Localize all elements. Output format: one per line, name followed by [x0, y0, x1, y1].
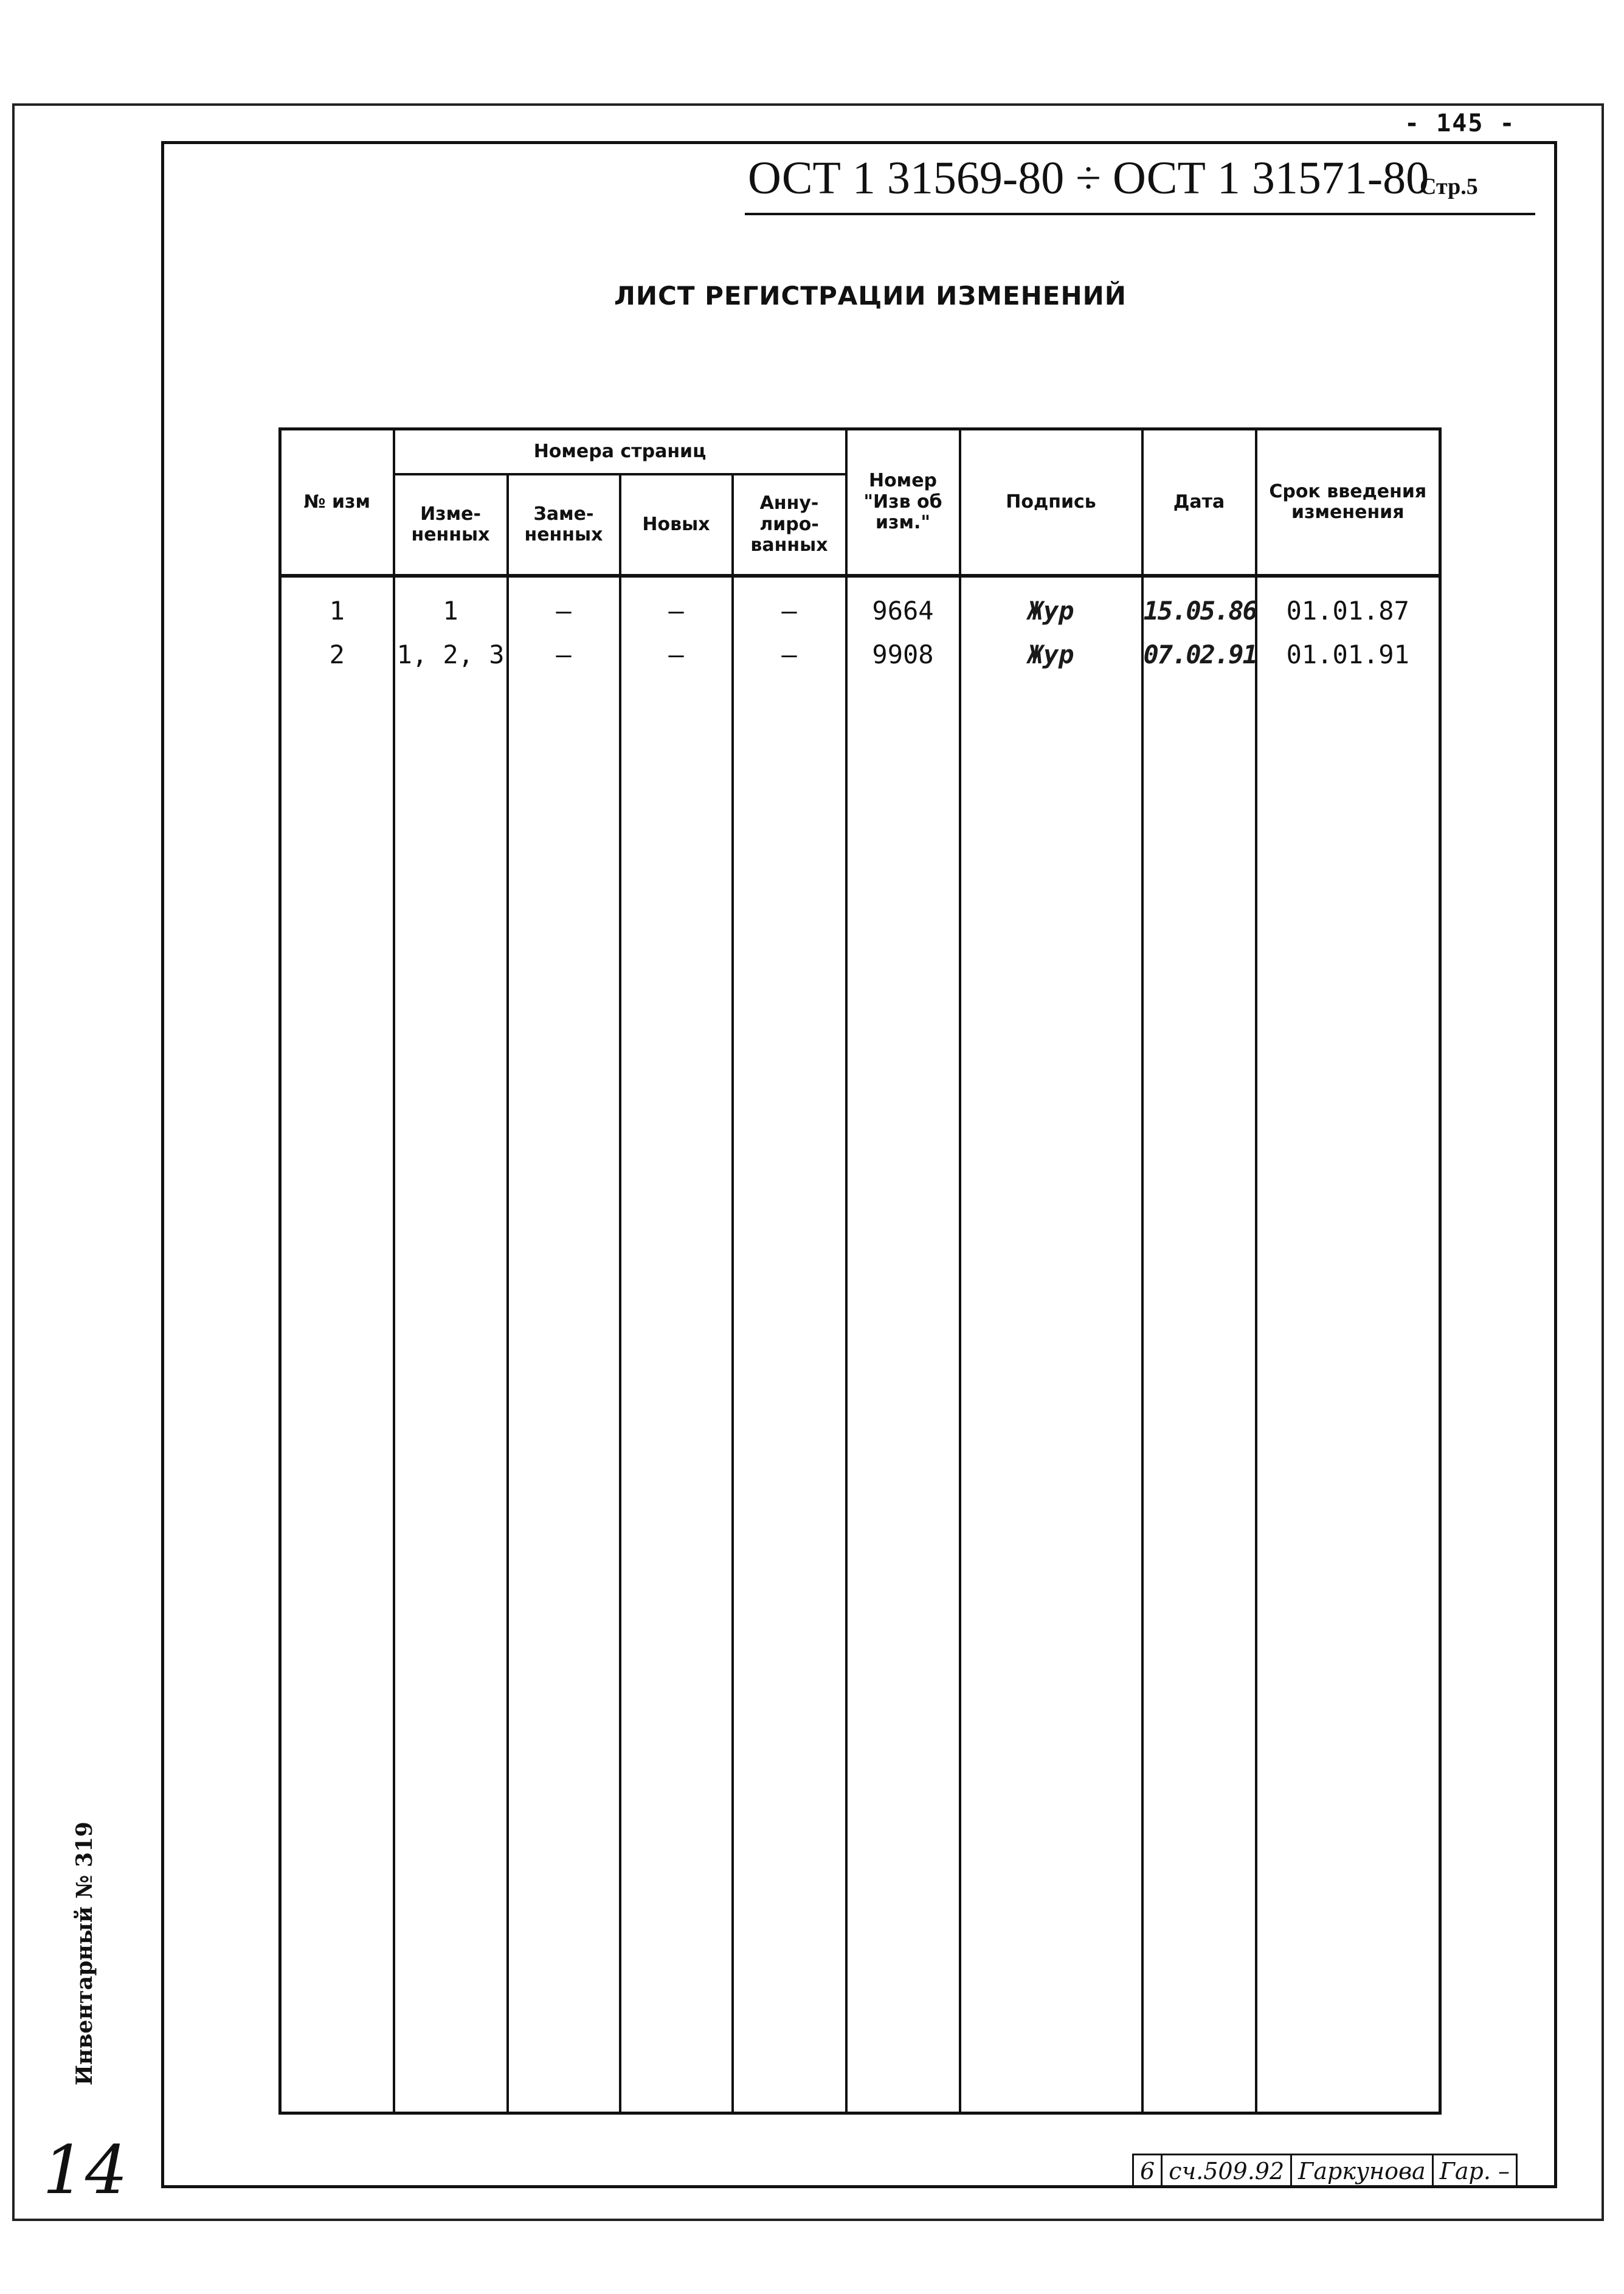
cell-replaced: – — [508, 576, 620, 640]
col-header-new: Новых — [620, 474, 733, 576]
cell-change-no: 1 — [280, 576, 394, 640]
header-underline — [745, 213, 1535, 215]
cell-notice-no: 9664 — [846, 576, 960, 640]
cell-new: – — [620, 576, 733, 640]
stamp-field: Гаркунова — [1292, 2155, 1434, 2187]
change-registration-table — [278, 427, 1442, 2115]
document-title: ЛИСТ РЕГИСТРАЦИИ ИЗМЕНЕНИЙ — [614, 281, 1127, 311]
stamp-field: 6 — [1134, 2155, 1163, 2187]
cell-cancelled: – — [733, 576, 846, 640]
col-header-change-no: № изм — [280, 429, 394, 576]
cell-change-no: 2 — [280, 640, 394, 683]
cell-signature: Жур — [960, 576, 1142, 640]
col-header-date: Дата — [1142, 429, 1256, 576]
col-header-signature: Подпись — [960, 429, 1142, 576]
handwritten-margin-note: 14 — [43, 2131, 128, 2209]
stamp-field: сч.509.92 — [1163, 2155, 1292, 2187]
cell-changed: 1, 2, 3 — [394, 640, 508, 683]
stamp-field: Гар. – — [1439, 2158, 1510, 2185]
table-empty-area — [280, 683, 1440, 2113]
cell-notice-no: 9908 — [846, 640, 960, 683]
standard-designation: ОСТ 1 31569-80 ÷ ОСТ 1 31571-80 — [748, 153, 1429, 204]
table-row — [280, 576, 1440, 640]
cell-effective-date: 01.01.91 — [1256, 640, 1440, 683]
cell-new: – — [620, 640, 733, 683]
cell-changed: 1 — [394, 576, 508, 640]
cell-date: 07.02.91 — [1142, 640, 1256, 683]
col-header-cancelled: Анну- лиро- ванных — [733, 474, 846, 576]
inventory-number: Инвентарный № 319 — [72, 1822, 97, 2085]
table-row — [280, 640, 1440, 683]
cell-date: 15.05.86 — [1142, 576, 1256, 640]
col-header-changed: Изме- ненных — [394, 474, 508, 576]
cell-cancelled: – — [733, 640, 846, 683]
col-header-replaced: Заме- ненных — [508, 474, 620, 576]
cell-signature: Жур — [960, 640, 1142, 683]
col-header-effective-date: Срок введения изменения — [1256, 429, 1440, 576]
col-header-page-numbers: Номера страниц — [394, 429, 846, 475]
page-number: - 145 - — [1405, 109, 1516, 137]
sheet-number: Стр.5 — [1420, 174, 1478, 199]
cell-effective-date: 01.01.87 — [1256, 576, 1440, 640]
cell-replaced: – — [508, 640, 620, 683]
registration-stamp — [1132, 2154, 1518, 2187]
col-header-notice-no: Номер "Изв об изм." — [846, 429, 960, 576]
